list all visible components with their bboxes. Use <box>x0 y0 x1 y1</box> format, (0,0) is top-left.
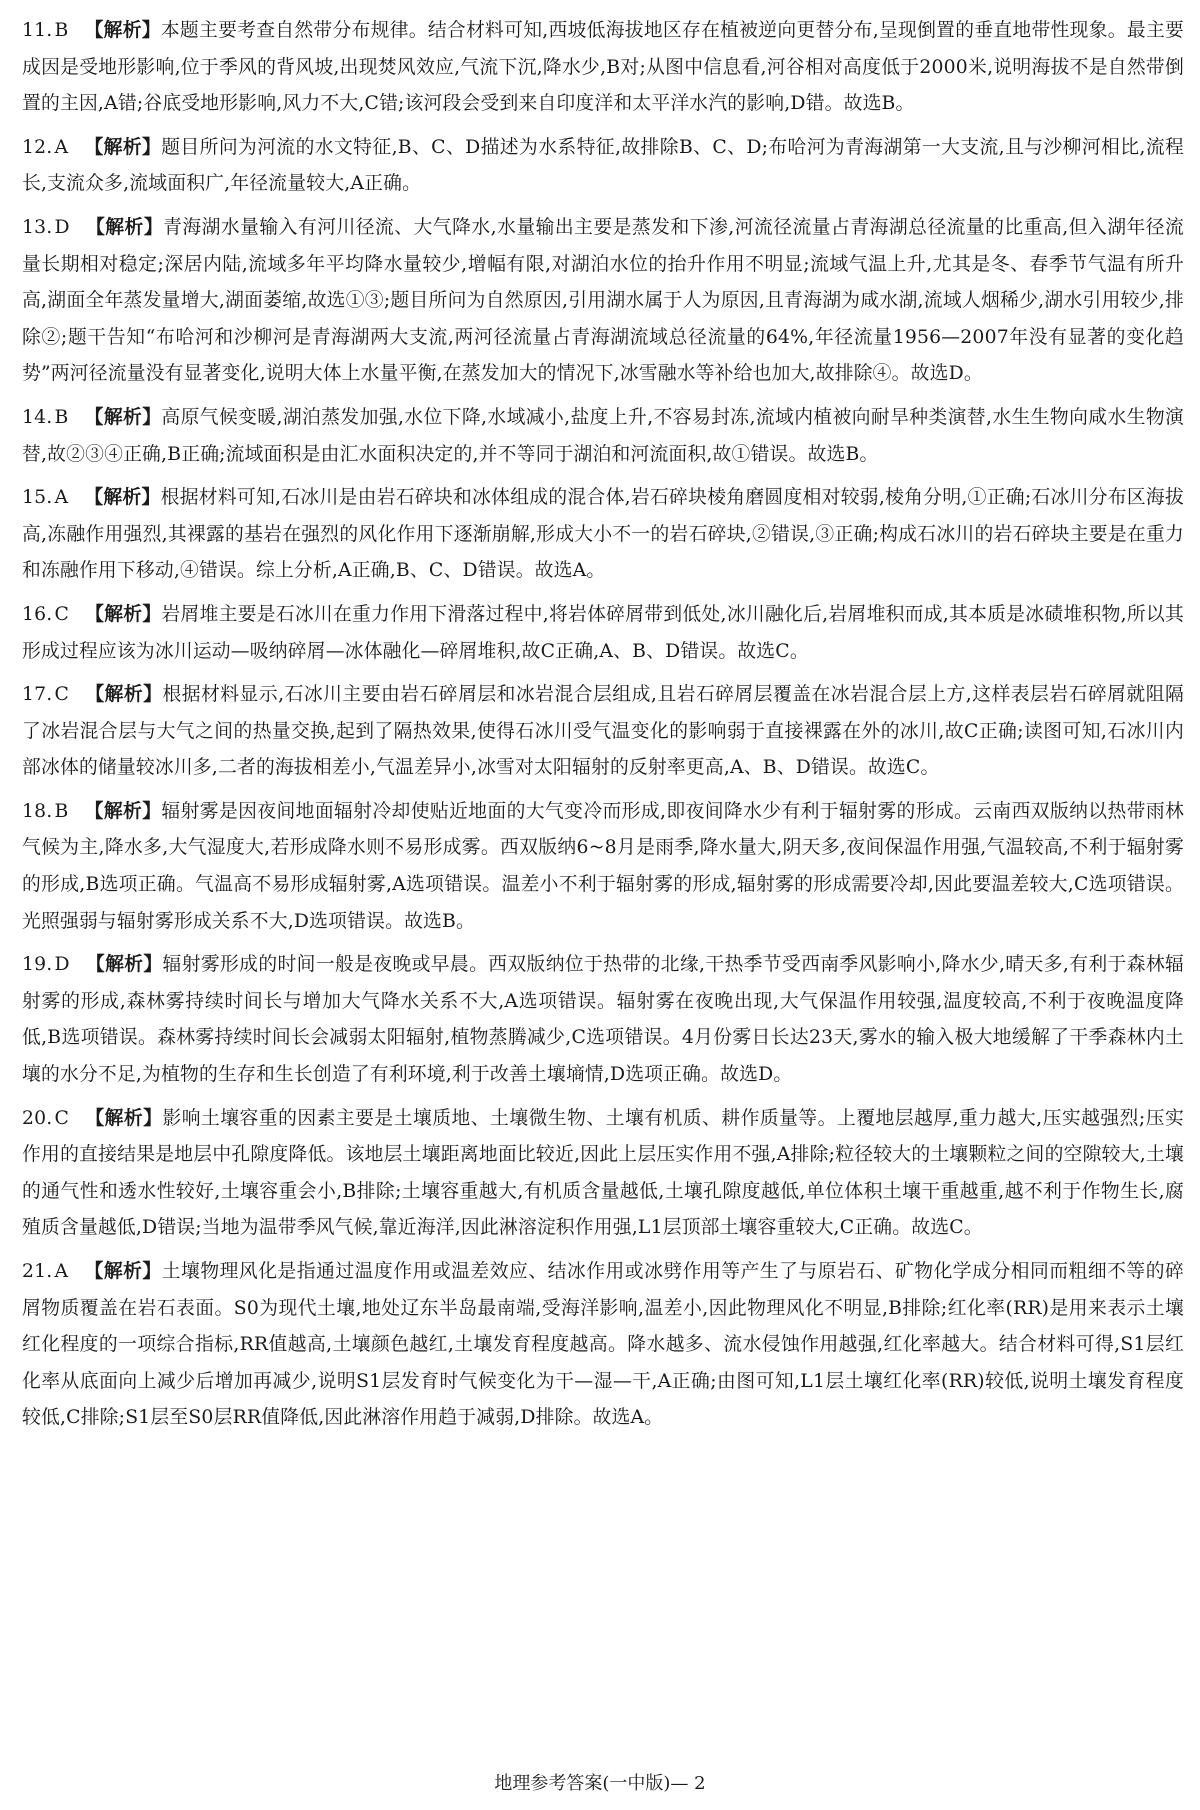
answer-item-21 <box>22 1253 1184 1437</box>
answer-choice: D <box>54 216 70 238</box>
question-number: 21. <box>22 1261 53 1282</box>
answer-item-11 <box>22 12 1184 123</box>
question-number: 17. <box>22 684 53 706</box>
question-number: 12. <box>22 136 53 158</box>
question-number: 20. <box>22 1107 53 1129</box>
answer-choice: A <box>54 487 69 509</box>
answer-item-19 <box>22 946 1184 1093</box>
answer-choice: A <box>54 1261 69 1282</box>
question-number: 18. <box>22 800 53 822</box>
answer-choice: D <box>54 954 70 976</box>
analysis-label: 【解析】 <box>84 19 161 41</box>
analysis-text: 土壤物理风化是指通过温度作用或温差效应、结冰作用或冰劈作用等产生了与原岩石、矿物化学成分相同而粗细不等的碎屑物质覆盖在岩石表面。S0为现代土壤,地处辽东半岛最南端,受海洋影响,温差小,因此物理风化不明显,B排除;红化率(RR)是用来表示土壤红化程度的一项综合指标,RR值越高,土壤颜色越红,土壤发育程度越高。降水越多、流水侵蚀作用越强,红化率越大。结合材料可得,S1层红化率从底面向上减少后增加再减少,说明S1层发育时气候变化为干—湿—干,A正确;由图可知,L1层土壤红化率(RR)较低,说明土壤发育程度较低,C排除;S1层至S0层RR值降低,因此淋溶作用趋于减弱,D排除。故选A。 <box>22 1261 1184 1429</box>
answer-item-14 <box>22 399 1184 473</box>
answer-item-12 <box>22 129 1184 203</box>
answer-choice: B <box>54 406 69 428</box>
answer-choice: A <box>54 136 69 158</box>
answer-item-20 <box>22 1100 1184 1247</box>
answer-choice: C <box>54 684 70 706</box>
answer-choice: B <box>54 800 69 822</box>
answer-item-13 <box>22 209 1184 393</box>
answer-item-15 <box>22 479 1184 590</box>
analysis-label: 【解析】 <box>85 1106 163 1129</box>
question-number: 13. <box>22 216 53 238</box>
analysis-text: 题目所问为河流的水文特征,B、C、D描述为水系特征,故排除B、C、D;布哈河为青海湖第一大支流,且与沙柳河相比,流程长,支流众多,流域面积广,年径流量较大,A正确。 <box>22 136 1184 195</box>
question-number: 14. <box>22 406 53 428</box>
analysis-label: 【解析】 <box>85 602 162 625</box>
analysis-label: 【解析】 <box>84 405 162 428</box>
analysis-text: 根据材料显示,石冰川主要由岩石碎屑层和冰岩混合层组成,且岩石碎屑层覆盖在冰岩混合层上方,这样表层岩石碎屑就阻隔了冰岩混合层与大气之间的热量交换,起到了隔热效果,使得石冰川受气温变化的影响弱于直接裸露在外的冰川,故C正确;读图可知,石冰川内部冰体的储量较冰川多,二者的海拔相差小,气温差异小,冰雪对太阳辐射的反射率更高,A、B、D错误。故选C。 <box>22 684 1184 779</box>
answer-choice: B <box>54 20 69 41</box>
question-number: 15. <box>22 487 53 509</box>
analysis-label: 【解析】 <box>85 683 163 706</box>
answer-list <box>22 12 1184 1443</box>
question-number: 11. <box>22 20 53 41</box>
answer-item-16 <box>22 596 1184 670</box>
analysis-text: 辐射雾形成的时间一般是夜晚或早晨。西双版纳位于热带的北缘,干热季节受西南季风影响小,降水少,晴天多,有利于森林辐射雾的形成,森林雾持续时间长与增加大气降水关系不大,A选项错误。辐射雾在夜晚出现,大气保温作用较强,温度较高,不利于夜晚温度降低,B选项错误。森林雾持续时间长会减弱太阳辐射,植物蒸腾减少,C选项错误。4月份雾日长达23天,雾水的输入极大地缓解了干季森林内土壤的水分不足,为植物的生存和生长创造了有利环境,利于改善土壤墒情,D选项正确。故选D。 <box>22 954 1184 1086</box>
question-number: 19. <box>22 954 53 976</box>
analysis-text: 青海湖水量输入有河川径流、大气降水,水量输出主要是蒸发和下渗,河流径流量占青海湖总径流量的比重高,但入湖年径流量长期相对稳定;深居内陆,流域多年平均降水量较少,增幅有限,对湖泊水位的抬升作用不明显;流域气温上升,尤其是冬、春季节气温有所升高,湖面全年蒸发量增大,湖面萎缩,故选①③;题目所问为自然原因,引用湖水属于人为原因,且青海湖为咸水湖,流域人烟稀少,湖水引用较少,排除②;题干告知“布哈河和沙柳河是青海湖两大支流,两河径流量占青海湖流域总径流量的64%,年径流量1956—2007年没有显著的变化趋势”两河径流量没有显著变化,说明大体上水量平衡,在蒸发加大的情况下,冰雪融水等补给也加大,故排除④。故选D。 <box>22 216 1184 385</box>
analysis-label: 【解析】 <box>85 953 163 976</box>
analysis-text: 本题主要考查自然带分布规律。结合材料可知,西坡低海拔地区存在植被逆向更替分布,呈现倒置的垂直地带性现象。最主要成因是受地形影响,位于季风的背风坡,出现焚风效应,气流下沉,降水少,B对;从图中信息看,河谷相对高度低于2000米,说明海拔不是自然带倒置的主因,A错;谷底受地形影响,风力不大,C错;该河段会受到来自印度洋和太平洋水汽的影响,D错。故选B。 <box>22 20 1184 115</box>
answer-choice: C <box>54 1107 70 1129</box>
analysis-label: 【解析】 <box>84 135 162 158</box>
analysis-text: 根据材料可知,石冰川是由岩石碎块和冰体组成的混合体,岩石碎块棱角磨圆度相对较弱,棱角分明,①正确;石冰川分布区海拔高,冻融作用强烈,其裸露的基岩在强烈的风化作用下逐渐崩解,形成大小不一的岩石碎块,②错误,③正确;构成石冰川的岩石碎块主要是在重力和冻融作用下移动,④错误。综上分析,A正确,B、C、D错误。故选A。 <box>22 487 1184 582</box>
analysis-label: 【解析】 <box>84 1260 162 1282</box>
analysis-label: 【解析】 <box>84 486 161 509</box>
page-footer: 地理参考答案(一中版)— 2 <box>494 1773 706 1794</box>
question-number: 16. <box>22 603 53 625</box>
analysis-text: 高原气候变暖,湖泊蒸发加强,水位下降,水域减小,盐度上升,不容易封冻,流域内植被向耐旱种类演替,水生生物向咸水生物演替,故②③④正确,B正确;流域面积是由汇水面积决定的,并不等同于湖泊和河流面积,故①错误。故选B。 <box>22 406 1184 465</box>
answer-item-18 <box>22 793 1184 940</box>
analysis-label: 【解析】 <box>85 215 164 238</box>
analysis-label: 【解析】 <box>84 799 162 822</box>
answer-item-17 <box>22 676 1184 787</box>
analysis-text: 辐射雾是因夜间地面辐射冷却使贴近地面的大气变冷而形成,即夜间降水少有利于辐射雾的形成。云南西双版纳以热带雨林气候为主,降水多,大气湿度大,若形成降水则不易形成雾。西双版纳6~8月是雨季,降水量大,阴天多,夜间保温作用强,气温较高,不利于辐射雾的形成,B选项正确。气温高不易形成辐射雾,A选项错误。温差小不利于辐射雾的形成,辐射雾的形成需要冷却,因此要温差较大,C选项错误。光照强弱与辐射雾形成关系不大,D选项错误。故选B。 <box>22 800 1184 932</box>
analysis-text: 岩屑堆主要是石冰川在重力作用下滑落过程中,将岩体碎屑带到低处,冰川融化后,岩屑堆积而成,其本质是冰碛堆积物,所以其形成过程应该为冰川运动—吸纳碎屑—冰体融化—碎屑堆积,故C正确,A、B、D错误。故选C。 <box>22 603 1184 662</box>
analysis-text: 影响土壤容重的因素主要是土壤质地、土壤微生物、土壤有机质、耕作质量等。上覆地层越厚,重力越大,压实越强烈;压实作用的直接结果是地层中孔隙度降低。该地层土壤距离地面比较近,因此上层压实作用不强,A排除;粒径较大的土壤颗粒之间的空隙较大,土壤的通气性和透水性较好,土壤容重会小,B排除;土壤容重越大,有机质含量越低,土壤孔隙度越低,单位体积土壤干重越重,越不利于作物生长,腐殖质含量越低,D错误;当地为温带季风气候,靠近海洋,因此淋溶淀积作用强,L1层顶部土壤容重较大,C正确。故选C。 <box>22 1107 1185 1239</box>
answer-choice: C <box>54 603 70 625</box>
